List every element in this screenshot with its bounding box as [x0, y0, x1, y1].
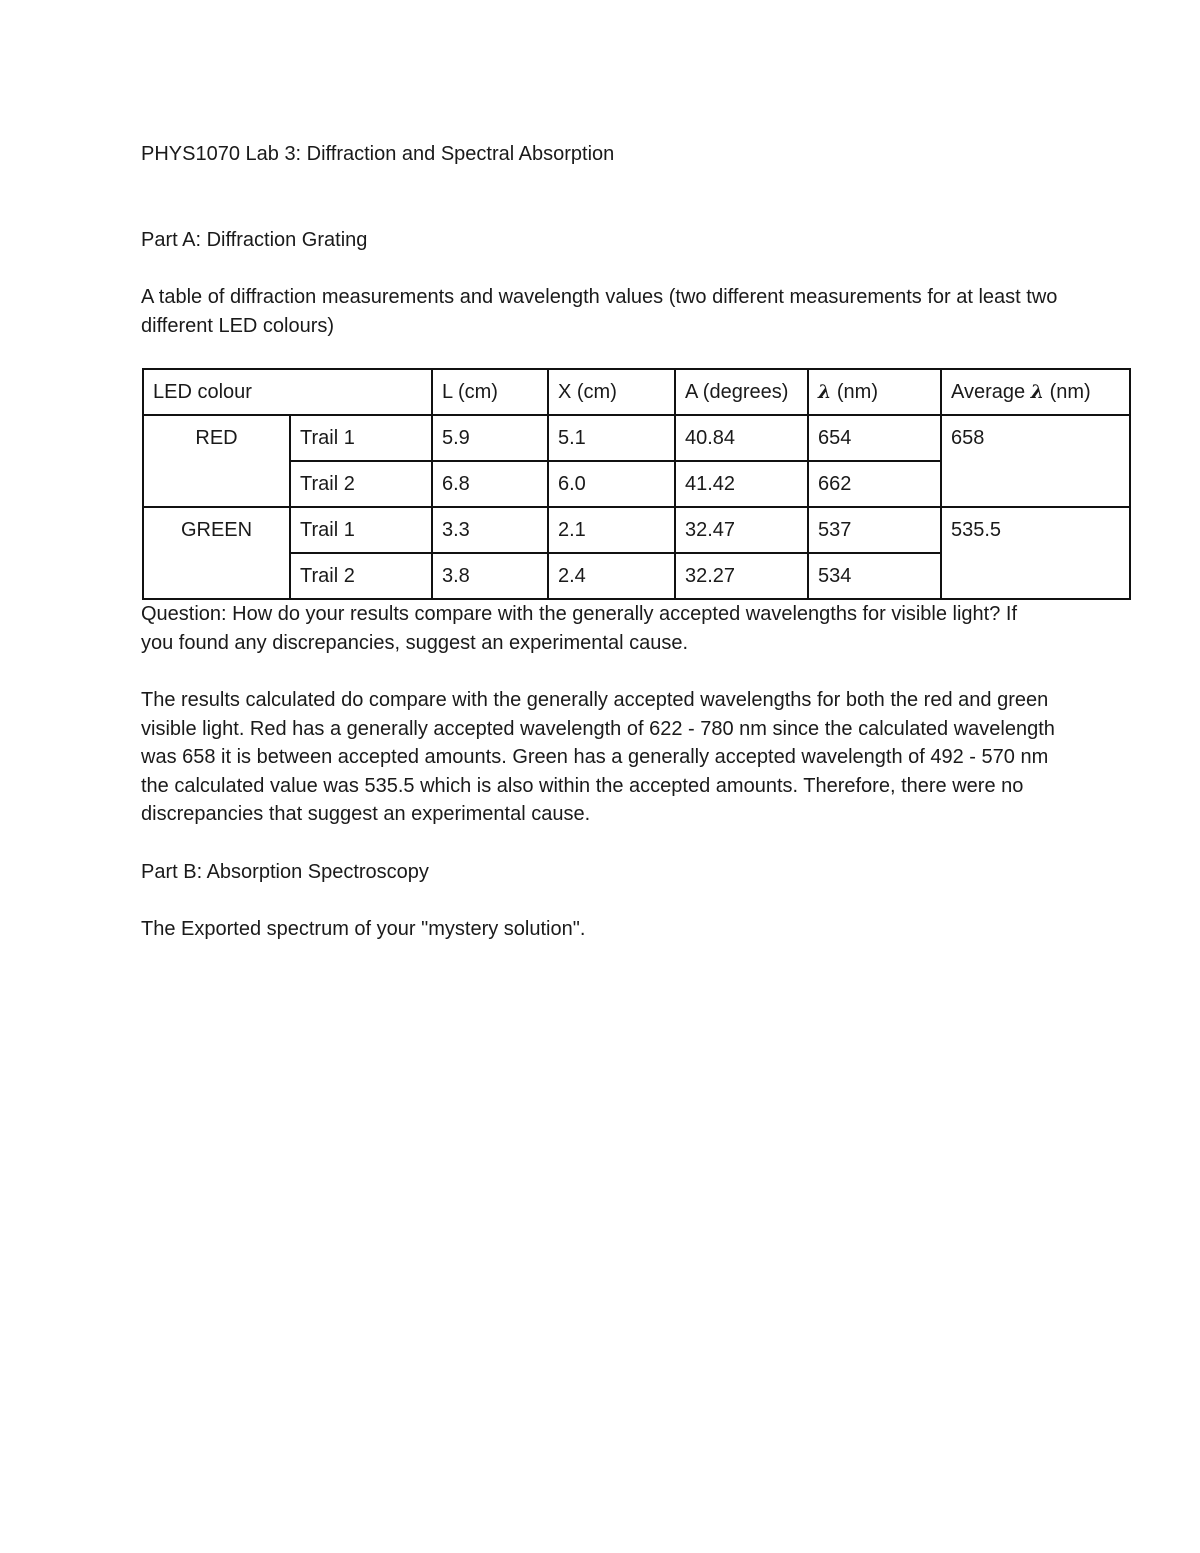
average-cell-green: 535.5: [941, 507, 1130, 599]
answer-text: The results calculated do compare with the generally accepted wavelengths for both the red and green visible light. Red has a generally accepted wavelength of 622 - 780 nm since the calculated wavelength was 658 it is between accepted amounts. Green has a generally accepted wavelength of 492 - 570 nm the calculated value was 535.5 which is also within the accepted amounts. Therefore, there were no discrepancies that suggest an experimental cause.: [141, 689, 1055, 825]
group-colour-green: GREEN: [143, 507, 290, 599]
header-led-colour: LED colour: [143, 369, 432, 415]
diffraction-table: [142, 368, 1131, 600]
l-cell: 3.8: [432, 553, 548, 599]
l-cell: 3.3: [432, 507, 548, 553]
group-colour-red: RED: [143, 415, 290, 507]
a-cell: 32.27: [675, 553, 808, 599]
lambda-symbol: λ: [818, 381, 832, 403]
a-cell: 41.42: [675, 461, 808, 507]
average-lambda-symbol: λ: [1030, 381, 1045, 403]
document-page: [141, 140, 1131, 944]
header-x: X (cm): [548, 369, 675, 415]
average-prefix: Average: [951, 381, 1031, 403]
average-cell-red: 658: [941, 415, 1130, 507]
header-lambda: [808, 369, 941, 415]
trial-cell: Trail 2: [290, 553, 432, 599]
table-row: [143, 507, 1130, 553]
trial-cell: Trail 2: [290, 461, 432, 507]
document-title: PHYS1070 Lab 3: Diffraction and Spectral Absorption: [141, 143, 615, 165]
x-cell: 2.1: [548, 507, 675, 553]
lambda-cell: 662: [808, 461, 941, 507]
lambda-cell: 654: [808, 415, 941, 461]
header-l: L (cm): [432, 369, 548, 415]
part-b-heading: Part B: Absorption Spectroscopy: [141, 860, 429, 883]
l-cell: 5.9: [432, 415, 548, 461]
lambda-cell: 534: [808, 553, 941, 599]
x-cell: 6.0: [548, 461, 675, 507]
question-text: Question: How do your results compare with the generally accepted wavelengths for visible light? If you found any discrepancies, suggest an experimental cause.: [141, 603, 1018, 654]
x-cell: 5.1: [548, 415, 675, 461]
lambda-unit: (nm): [831, 381, 878, 403]
part-a-heading: Part A: Diffraction Grating: [141, 228, 368, 251]
trial-cell: Trail 1: [290, 415, 432, 461]
a-cell: 32.47: [675, 507, 808, 553]
exported-spectrum-text: The Exported spectrum of your "mystery solution".: [141, 918, 586, 940]
table-intro: A table of diffraction measurements and wavelength values (two different measurements for at least two different LED colours): [141, 286, 1058, 337]
a-cell: 40.84: [675, 415, 808, 461]
table-row: [143, 415, 1130, 461]
header-average-lambda: [941, 369, 1130, 415]
l-cell: 6.8: [432, 461, 548, 507]
header-a: A (degrees): [675, 369, 808, 415]
average-unit: (nm): [1044, 381, 1091, 403]
table-header-row: [143, 369, 1130, 415]
lambda-cell: 537: [808, 507, 941, 553]
x-cell: 2.4: [548, 553, 675, 599]
trial-cell: Trail 1: [290, 507, 432, 553]
